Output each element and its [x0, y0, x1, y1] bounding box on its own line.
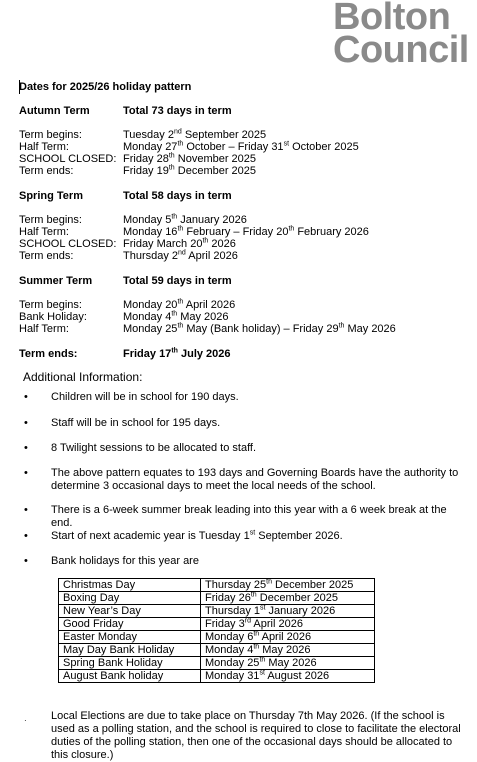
- term-ends-label: Term ends:: [19, 348, 78, 360]
- bank-holiday-row: [59, 644, 375, 657]
- bank-holiday-date: Monday 31st August 2026: [201, 670, 375, 683]
- term-date-label: SCHOOL CLOSED:: [19, 238, 117, 250]
- term-date-value: Monday 4th May 2026: [123, 310, 229, 323]
- bullet-text: Staff will be in school for 195 days.: [51, 417, 221, 429]
- bullet-text: Bank holidays for this year are: [51, 555, 199, 567]
- term-date-label: Term ends:: [19, 250, 74, 262]
- term-date-value: Monday 5th January 2026: [123, 213, 247, 226]
- term-date-value: Friday March 20th 2026: [123, 237, 236, 250]
- term-date-value: Monday 20th April 2026: [123, 298, 236, 311]
- bank-holiday-name: Boxing Day: [59, 592, 201, 605]
- term-date-label: Bank Holiday:: [19, 311, 87, 323]
- bullet-marker: •: [24, 504, 28, 516]
- bank-holiday-row: [59, 670, 375, 683]
- term-date-label: SCHOOL CLOSED:: [19, 153, 117, 165]
- bank-holiday-row: [59, 592, 375, 605]
- bank-holiday-name: Spring Bank Holiday: [59, 657, 201, 670]
- term-date-value: Friday 28th November 2025: [123, 152, 257, 165]
- term-date-label: Term ends:: [19, 165, 74, 177]
- term-date-label: Half Term:: [19, 323, 69, 335]
- bullet-text: Children will be in school for 190 days.: [51, 391, 239, 403]
- bullet-text: 8 Twilight sessions to be allocated to staff.: [51, 442, 257, 454]
- bullet-marker: •: [24, 442, 28, 454]
- bank-holiday-date: Friday 26th December 2025: [201, 592, 375, 605]
- logo-line-2: Council: [333, 29, 469, 71]
- bank-holiday-date: Friday 3rd April 2026: [201, 618, 375, 631]
- term-name: Spring Term: [19, 190, 83, 202]
- bullet-text: The above pattern equates to 193 days and Governing Boards have the authority to determine 3 occasional days to meet the local needs of the school.: [51, 467, 459, 492]
- term-total: Total 58 days in term: [123, 190, 232, 202]
- bolton-council-logo: [333, 0, 473, 71]
- local-elections-note: Local Elections are due to take place on Thursday 7th May 2026. (If the school is used as a polling station, and the school is required to close to facilitate the electoral duties of the polling station, then one of the occasional days should be allocated to this closure.): [51, 710, 461, 761]
- term-date-value: Monday 16th February – Friday 20th February 2026: [123, 225, 369, 238]
- term-date-value: Thursday 2nd April 2026: [123, 249, 238, 262]
- bank-holidays-table: [58, 578, 375, 683]
- bank-holiday-row: [59, 631, 375, 644]
- bullet-marker: •: [24, 555, 28, 567]
- term-date-value: Monday 27th October – Friday 31st October 2025: [123, 140, 359, 153]
- bank-holiday-date: Thursday 25th December 2025: [201, 579, 375, 592]
- bank-holiday-row: [59, 605, 375, 618]
- bullet-marker: •: [24, 530, 28, 542]
- term-name: Autumn Term: [19, 105, 90, 117]
- term-date-label: Term begins:: [19, 129, 82, 141]
- bank-holiday-name: August Bank holiday: [59, 670, 201, 683]
- term-date-label: Term begins:: [19, 214, 82, 226]
- bank-holiday-name: Easter Monday: [59, 631, 201, 644]
- bullet-marker: ·: [24, 716, 27, 725]
- bank-holiday-date: Monday 25th May 2026: [201, 657, 375, 670]
- term-total: Total 59 days in term: [123, 275, 232, 287]
- term-name: Summer Term: [19, 275, 93, 287]
- bank-holiday-row: [59, 657, 375, 670]
- bank-holiday-name: May Day Bank Holiday: [59, 644, 201, 657]
- term-date-value: Friday 19th December 2025: [123, 164, 257, 177]
- additional-info-heading: Additional Information:: [23, 370, 143, 384]
- bank-holiday-name: Christmas Day: [59, 579, 201, 592]
- bullet-text: Start of next academic year is Tuesday 1st September 2026.: [51, 529, 343, 542]
- term-date-label: Half Term:: [19, 141, 69, 153]
- page-title: Dates for 2025/26 holiday pattern: [19, 81, 192, 93]
- bank-holiday-row: [59, 618, 375, 631]
- bank-holiday-date: Monday 4th May 2026: [201, 644, 375, 657]
- bullet-text: There is a 6-week summer break leading into this year with a 6 week break at the end.: [51, 504, 447, 529]
- term-total: Total 73 days in term: [123, 105, 232, 117]
- bank-holiday-date: Monday 6th April 2026: [201, 631, 375, 644]
- bank-holiday-date: Thursday 1st January 2026: [201, 605, 375, 618]
- bullet-marker: •: [24, 417, 28, 429]
- bullet-marker: •: [24, 391, 28, 403]
- bank-holiday-name: New Year’s Day: [59, 605, 201, 618]
- bullet-marker: •: [24, 467, 28, 479]
- term-ends-value: Friday 17th July 2026: [123, 347, 231, 360]
- bank-holiday-row: [59, 579, 375, 592]
- term-date-label: Term begins:: [19, 299, 82, 311]
- term-date-value: Tuesday 2nd September 2025: [123, 128, 267, 141]
- bank-holiday-name: Good Friday: [59, 618, 201, 631]
- logo-line-1: Bolton: [333, 0, 451, 38]
- term-date-value: Monday 25th May (Bank holiday) – Friday 29th May 2026: [123, 322, 396, 335]
- term-date-label: Half Term:: [19, 226, 69, 238]
